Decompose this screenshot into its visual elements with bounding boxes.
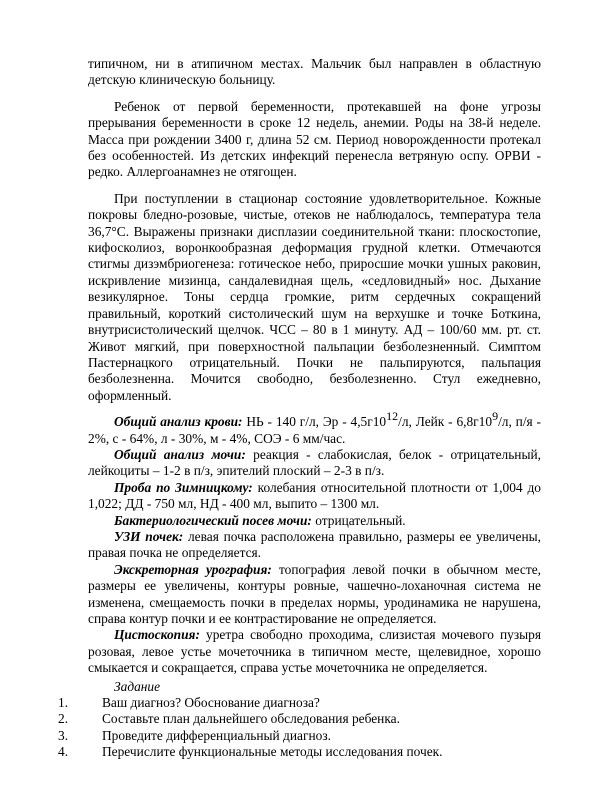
task-item <box>58 744 541 760</box>
urography-text: топография левой почки в обычном месте, размеры ее увеличены, контуры ровные, чашечно-лоханочная система не изменена, смещаемость почки в пределах нормы, уродинамика не нарушена, справа контур почки и ее контрастирование не определяется. <box>88 561 541 626</box>
task-number: 4. <box>58 744 69 760</box>
intro-paragraph: типичном, ни в атипичном местах. Мальчик был направлен в областную детскую клиническую больницу. <box>88 56 541 88</box>
urography-label: Экскреторная урография: <box>114 561 272 577</box>
urography-paragraph <box>88 562 541 628</box>
task-text: Составьте план дальнейшего обследования ребенка. <box>102 711 400 727</box>
zimnitsky-text: колебания относительной плотности от 1,004 до 1,022; ДД - 750 мл, НД - 400 мл, выпито – 1300 мл. <box>88 479 541 512</box>
task-number: 3. <box>58 727 69 743</box>
task-text: Проведите дифференциальный диагноз. <box>102 727 331 743</box>
uzi-text: левая почка расположена правильно, размеры ее увеличены, правая почка не определяется. <box>88 528 541 561</box>
bact-text: отрицательный. <box>311 512 406 528</box>
urine-test-text: реакция - слабокислая, белок - отрицательный, лейкоциты – 1-2 в п/з, эпителий плоский – 2-3 в п/з. <box>88 446 541 479</box>
blood-test-text-2: /л, Лейк - 6,8г10 <box>398 414 493 430</box>
bact-paragraph <box>88 513 541 529</box>
blood-test-label: Общий анализ крови: <box>114 414 243 430</box>
urine-test-label: Общий анализ мочи: <box>114 446 246 462</box>
document-page <box>58 56 542 761</box>
blood-exp-2: 9 <box>492 409 499 424</box>
task-number: 2. <box>58 711 69 727</box>
task-item <box>58 711 541 727</box>
anamnesis-paragraph: Ребенок от первой беременности, протекавшей на фоне угрозы прерывания беременности в сроке 12 недель, анемии. Роды на 38-й неделе. Масса при рождении 3400 г, длина 52 см. Период новорожденности протекал без особенностей. Из детских инфекций перенесла ветряную оспу. ОРВИ - редко. Аллергоанамнез не отягощен. <box>88 98 541 180</box>
status-paragraph: При поступлении в стационар состояние удовлетворительное. Кожные покровы бледно-розовые, чистые, отеков не наблюдалось, температура тела 36,7°С. Выражены признаки дисплазии соединительной ткани: плоскостопие, кифосколиоз, воронкообразная деформация грудной клетки. Отмечаются стигмы дизэмбриогенеза: готическое небо, приросшие мочки ушных раковин, искривление мизинца, сандалевидная щель, «седловидный» нос. Дыхание везикулярное. Тоны сердца громкие, ритм сердечных сокращений правильный, короткий систолический шум на верхушке и точке Боткина, внутрисистолический щелчок. ЧСС – 80 в 1 минуту. АД – 100/60 мм. рт. ст. Живот мягкий, при поверхностной пальпации безболезненный. Симптом Пастернацкого отрицательный. Почки не пальпируются, пальпация безболезненна. Мочится свободно, безболезненно. Стул ежедневно, оформленный. <box>88 190 541 403</box>
task-item <box>58 695 541 711</box>
task-text: Перечислите функциональные методы исследования почек. <box>102 744 443 760</box>
blood-test-paragraph <box>88 409 542 447</box>
zimnitsky-label: Проба по Зимницкому: <box>114 479 253 495</box>
cystoscopy-paragraph <box>88 627 541 676</box>
uzi-label: УЗИ почек: <box>114 528 184 544</box>
cystoscopy-label: Цистоскопия: <box>114 627 200 643</box>
blood-exp-1: 12 <box>386 409 399 424</box>
tasks-list <box>58 695 541 761</box>
task-number: 1. <box>58 695 69 711</box>
task-item <box>58 727 541 744</box>
bact-label: Бактериологический посев мочи: <box>114 512 312 528</box>
uzi-paragraph <box>88 529 541 562</box>
zimnitsky-paragraph <box>88 480 541 513</box>
tasks-heading: Задание <box>114 678 161 694</box>
blood-test-text-1: НЬ - 140 г/л, Эр - 4,5г10 <box>242 414 387 430</box>
blood-test-text-3: /л, п/я - 2%, с - 64%, л - 30%, м - 4%, СОЭ - 6 мм/час. <box>88 414 542 446</box>
task-text: Ваш диагноз? Обоснование диагноза? <box>102 695 320 711</box>
urine-test-paragraph <box>88 447 541 480</box>
cystoscopy-text: уретра свободно проходима, слизистая мочевого пузыря розовая, левое устье мочеточника в типичном месте, щелевидное, хорошо смыкается и сокращается, справа устье мочеточника не определяется. <box>88 627 541 676</box>
